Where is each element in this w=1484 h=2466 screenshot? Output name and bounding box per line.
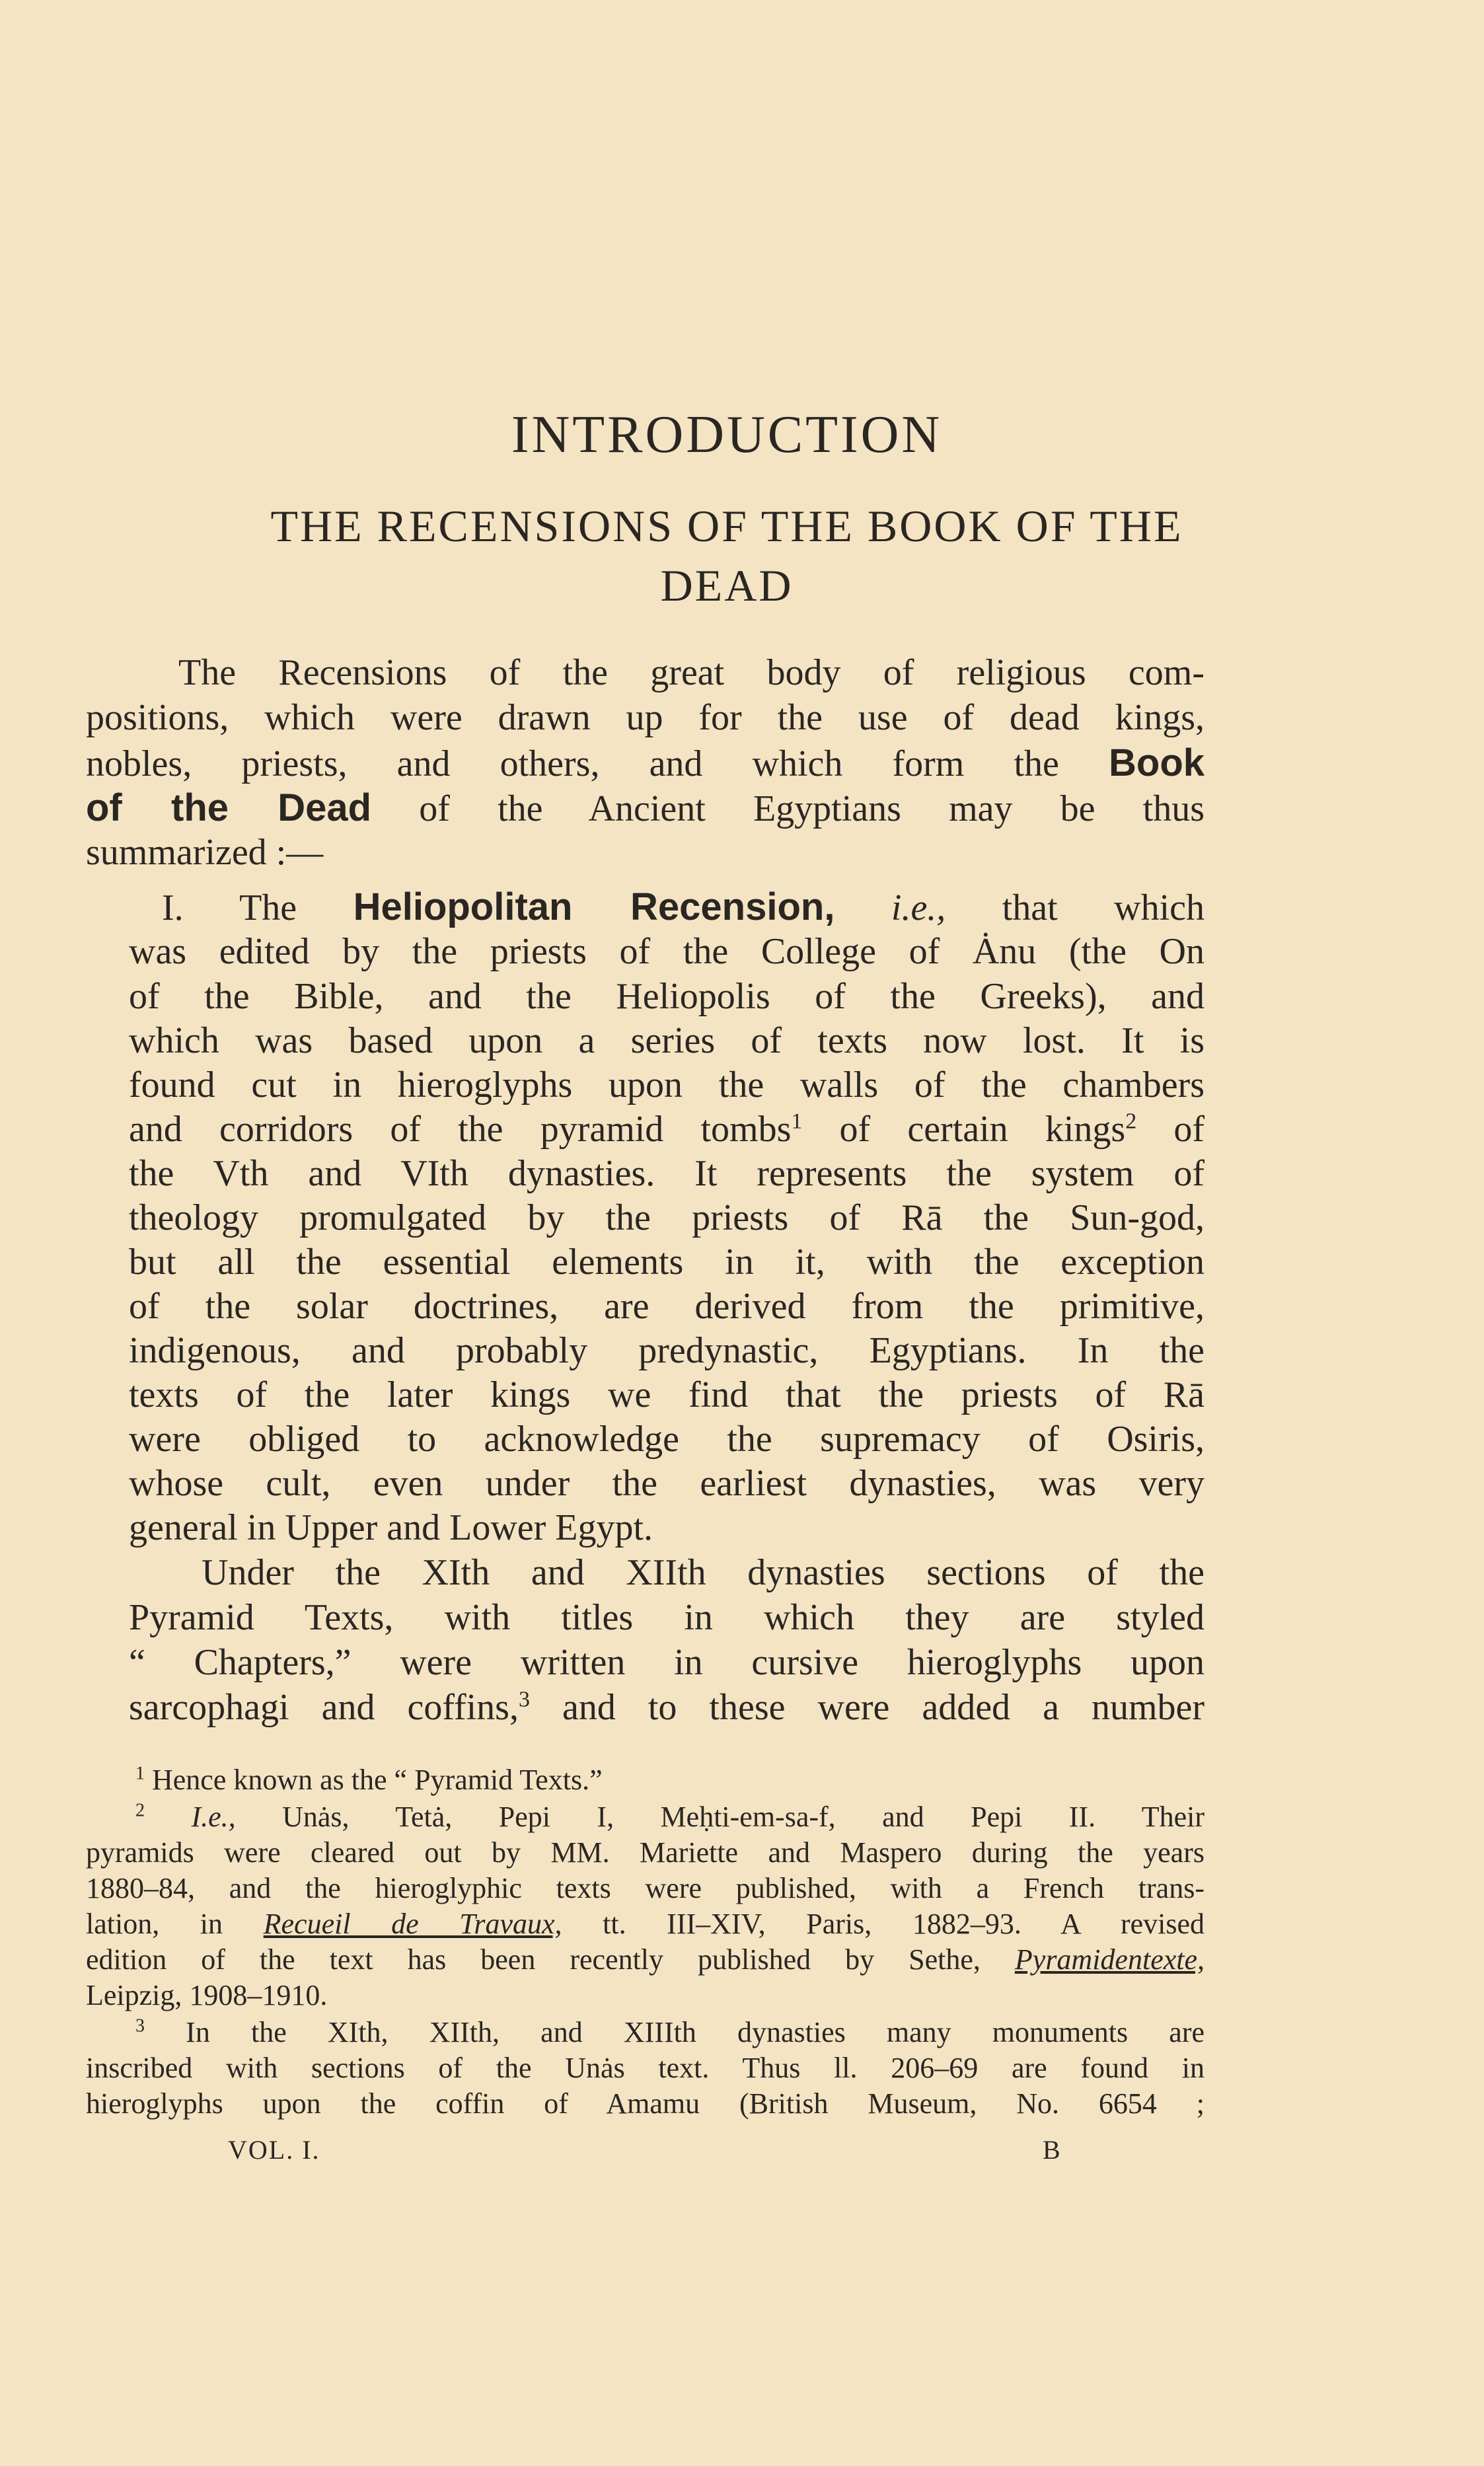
footnote-2-line: edition of the text has been recently published by Sethe, Pyramidentexte,: [86, 1943, 1205, 1976]
footnote-marker: 3: [135, 2015, 145, 2036]
section-title-line-1: THE RECENSIONS OF THE BOOK OF THE: [270, 501, 1183, 551]
body-line: general in Upper and Lower Egypt.: [129, 1507, 653, 1548]
footnote-marker: 2: [135, 1800, 145, 1821]
footnote-reference: 2: [1125, 1109, 1137, 1134]
body-line: but all the essential elements in it, with the exception: [129, 1242, 1205, 1283]
body-line: positions, which were drawn up for the use of dead kings,: [86, 697, 1205, 738]
footnote-3-line: inscribed with sections of the Unȧs text. Thus ll. 206–69 are found in: [86, 2052, 1205, 2084]
emphasis-term: Book: [1109, 741, 1205, 784]
body-line: whose cult, even under the earliest dynasties, was very: [129, 1463, 1205, 1504]
footnote-2-line: pyramids were cleared out by MM. Mariette and Maspero during the years: [86, 1836, 1205, 1869]
body-line: were obliged to acknowledge the supremacy of Osiris,: [129, 1419, 1205, 1460]
body-line: the Vth and VIth dynasties. It represents the system of: [129, 1153, 1205, 1194]
body-line: “ Chapters,” were written in cursive hieroglyphs upon: [129, 1642, 1205, 1683]
body-line: I. The Heliopolitan Recension, i.e., that which: [162, 885, 1205, 928]
body-line: of the Dead of the Ancient Egyptians may be thus: [86, 786, 1205, 829]
body-line: Pyramid Texts, with titles in which they are styled: [129, 1597, 1205, 1638]
footnote-2-line: $^2$ I.e., Unȧs, Tetȧ, Pepi I, Meḥti-em-sa-f, and Pepi II. Their: [135, 1800, 1205, 1833]
body-line: of the solar doctrines, are derived from the primitive,: [129, 1286, 1205, 1327]
emphasis-term: of the Dead: [86, 786, 372, 829]
body-line: nobles, priests, and others, and which form the Book: [86, 741, 1205, 784]
footnote-2-line: lation, in Recueil de Travaux, tt. III–XIV, Paris, 1882–93. A revised: [86, 1908, 1205, 1940]
body-line: was edited by the priests of the College of Ȧnu (the On: [129, 931, 1205, 972]
body-line: sarcophagi and coffins,$^3$ and to these were added a number: [129, 1687, 1205, 1728]
footnote-reference: 1: [791, 1109, 803, 1134]
body-line: found cut in hieroglyphs upon the walls of the chambers: [129, 1065, 1205, 1105]
footnote-marker: 1: [135, 1763, 145, 1784]
body-line: texts of the later kings we find that the priests of Rā: [129, 1374, 1205, 1415]
body-line: summarized :—: [86, 832, 324, 873]
volume-signature: VOL. I.: [228, 2135, 320, 2165]
page-title: INTRODUCTION: [511, 406, 943, 464]
body-line: and corridors of the pyramid tombs$^1$ of certain kings$^2$ of: [129, 1109, 1205, 1150]
publication-title: Pyramidentexte,: [1014, 1943, 1205, 1976]
body-line: Under the XIth and XIIth dynasties sections of the: [202, 1552, 1205, 1593]
emphasis-term: Heliopolitan Recension,: [353, 885, 835, 928]
footnote-2-line: Leipzig, 1908–1910.: [86, 1979, 328, 2011]
footnote-2-line: 1880–84, and the hieroglyphic texts were published, with a French trans-: [86, 1872, 1205, 1904]
gathering-mark: B: [1043, 2135, 1062, 2165]
body-line: indigenous, and probably predynastic, Egyptians. In the: [129, 1330, 1205, 1371]
section-title-line-2: DEAD: [660, 560, 794, 611]
body-line: which was based upon a series of texts now lost. It is: [129, 1020, 1205, 1061]
footnote-reference: 3: [518, 1687, 530, 1712]
footnote-3-line: $^3$ In the XIth, XIIth, and XIIIth dynasties many monuments are: [135, 2015, 1205, 2048]
publication-title: Recueil de Travaux,: [263, 1908, 562, 1940]
body-line: The Recensions of the great body of religious com-: [178, 652, 1205, 693]
body-line: theology promulgated by the priests of Rā the Sun-god,: [129, 1197, 1205, 1238]
body-line: of the Bible, and the Heliopolis of the Greeks), and: [129, 976, 1205, 1017]
footnote-1: $^1$ Hence known as the “ Pyramid Texts.”: [135, 1763, 603, 1796]
footnote-3-line: hieroglyphs upon the coffin of Amamu (British Museum, No. 6654 ;: [86, 2087, 1205, 2120]
